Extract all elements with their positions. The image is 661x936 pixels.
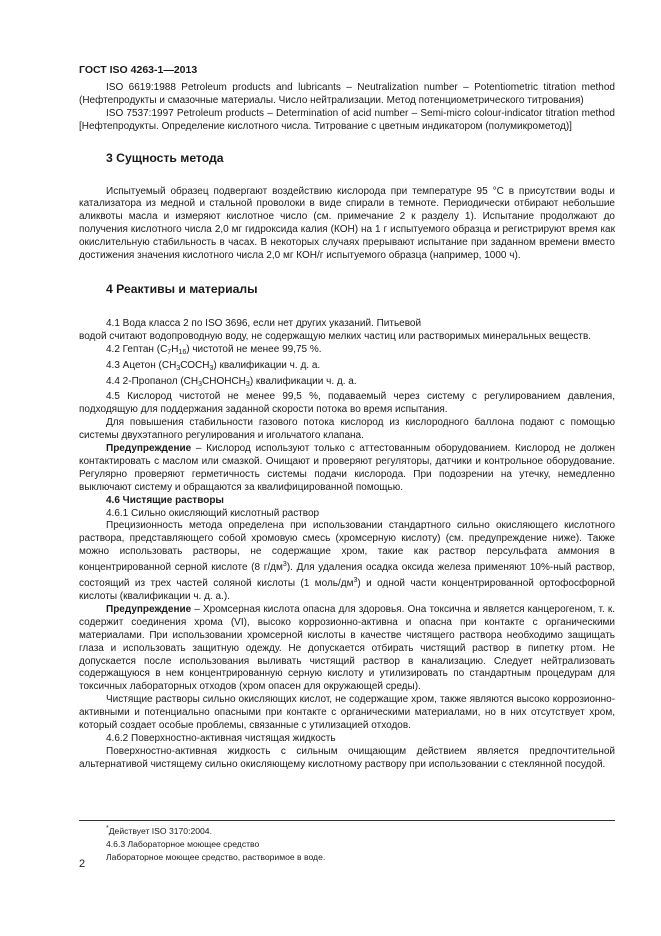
- warning-label: Предупреждение: [106, 603, 192, 615]
- clause-4-1: 4.1 Вода класса 2 по ISO 3696, если нет других указаний. Питьевой: [106, 317, 422, 329]
- section-4-heading: 4 Реактивы и материалы: [106, 281, 258, 296]
- reference-iso-7537: ISO 7537:1997 Petroleum products – Determination of acid number – Semi-micro colour-indicator titration method [Нефтепродукты. Определение кислотного числа. Титрование с цветным индикатором (полумикрометод)]: [79, 107, 615, 132]
- clause-4-6-1-text: Прецизионность метода определена при использовании стандартного сильно окисляющего кислотного раствора, представляющего собой хромовую смесь (хромсерную кислоту) (см. предупреждение ниже). Также можно использовать растворы, не содержащие хром, такие как раствор персульфата аммония в концентрированной серной кислоте (8 $г/дм^3$). Для удаления осадка оксида железа применяют 10%-ный раствор, состоящий из трех частей соляной кислоты (1 моль/$дм^3$) и одной части концентрированной ортофосфорной кислоты (квалификации ч. д. а.).: [79, 520, 615, 602]
- clause-4-6-2-text: Поверхностно-активная жидкость с сильным очищающим действием является предпочтительной альтернативой чистящему сильно окисляющему кислотному раствору при использовании с стеклянной посудой.: [79, 745, 615, 770]
- section-3-heading: 3 Сущность метода: [106, 150, 224, 165]
- reference-iso-6619: ISO 6619:1988 Petroleum products and lubricants – Neutralization number – Potentiometric titration method (Нефтепродукты и смазочные материалы. Число нейтрализации. Метод потенциометрического титрования): [79, 82, 615, 106]
- footnote: [106, 822, 325, 864]
- clause-4-5: 4.5 Кислород чистотой не менее 99,5 %, подаваемый через систему с регулированием давления, подходящую для поддержания заданной скорости потока во время испытания.: [79, 391, 615, 416]
- page-number: 2: [79, 858, 86, 870]
- footnote-divider: [79, 820, 615, 821]
- warning-chromic-acid: Предупреждение – Хромсерная кислота опасна для здоровья. Она токсична и является канцерогеном, т. к. содержит соединения хрома (VI), высоко коррозионно-активна и опасна при контакте с органическими материалами. При использовании хромсерной кислоты в качестве чистящего раствора необходимо защищать глаза и использовать защитную одежду. Не допускается отбирать чистящий раствор в пипетку ртом. Не допускается после использования выливать чистящий раствор в канализацию. Следует нейтрализовать содержащуюся в нем концентрированную серную кислоту и утилизировать по стандартным процедурам для токсичных лабораторных отходов (хром опасен для окружающей среды).: [79, 603, 615, 693]
- clause-4-2: 4.2 Гептан $(С_7Н_{16})$ чистотой не менее 99,75 %.: [106, 343, 322, 356]
- warning-oxygen: Предупреждение – Кислород используют только с аттестованным оборудованием. Кислород не должен контактировать с маслом или смазкой. Очищают и проверяют регуляторы, датчики и контрольное оборудование. Регулярно проверяют герметичность системы подачи кислорода. При подозрении на утечку, немедленно выключают систему и обращаются за квалифицированной помощью.: [79, 443, 615, 493]
- warning-label: Предупреждение: [106, 443, 192, 455]
- document-header: ГОСТ ISO 4263-1—2013: [79, 64, 198, 76]
- clause-4-5-note: Для повышения стабильности газового потока кислород из кислородного баллона подают с помощью системы двухэтапного регулирования и игольчатого клапана.: [79, 417, 615, 442]
- clause-4-6-2: 4.6.2 Поверхностно-активная чистящая жидкость: [106, 732, 336, 744]
- clause-4-1-continued: водой считают водопроводную воду, не содержащую мелких частиц или растворимых минеральных веществ.: [79, 330, 592, 342]
- document-body: [79, 82, 615, 772]
- footnote-line: Лабораторное моющее средство, растворимое в воде.: [106, 852, 326, 862]
- clause-4-6-1: 4.6.1 Сильно окисляющий кислотный раствор: [106, 507, 320, 519]
- clause-4-6-heading: 4.6 Чистящие растворы: [106, 494, 224, 506]
- footnote-line: *Действует ISO 3170:2004.: [106, 825, 212, 836]
- clause-4-4: 4.4 2-Пропанол $(СН_3СНОНСН_3)$ квалификации ч. д. а.: [106, 375, 357, 388]
- clause-4-3: 4.3 Ацетон $(СН_3СОСН_3)$ квалификации ч. д. а.: [106, 359, 321, 372]
- clause-4-6-1-note: Чистящие растворы сильно окисляющих кислот, не содержащие хром, также являются высоко коррозионно-активными и потенциально опасными при контакте с органическими материалами, но в них отсутствует хром, который создает особые проблемы, связанные с утилизацией отходов.: [79, 694, 615, 732]
- section-3-text: Испытуемый образец подвергают воздействию кислорода при температуре 95 °С в присутствии воды и катализатора из медной и стальной проволоки в виде спирали в темноте. Периодически отбирают небольшие аликвоты масла и измеряют кислотное число (см. примечание 2 к разделу 1). Испытание продолжают до получения кислотного числа 2,0 мг гидроксида калия (КОН) на 1 г испытуемого образца и регистрируют время как окислительную стабильность в часах. В некоторых случаях прерывают испытание при заданном времени вместо достижения значения кислотного числа 2,0 мг КОН/г испытуемого образца (например, 1000 ч).: [79, 185, 615, 262]
- footnote-line: 4.6.3 Лабораторное моющее средство: [106, 839, 260, 849]
